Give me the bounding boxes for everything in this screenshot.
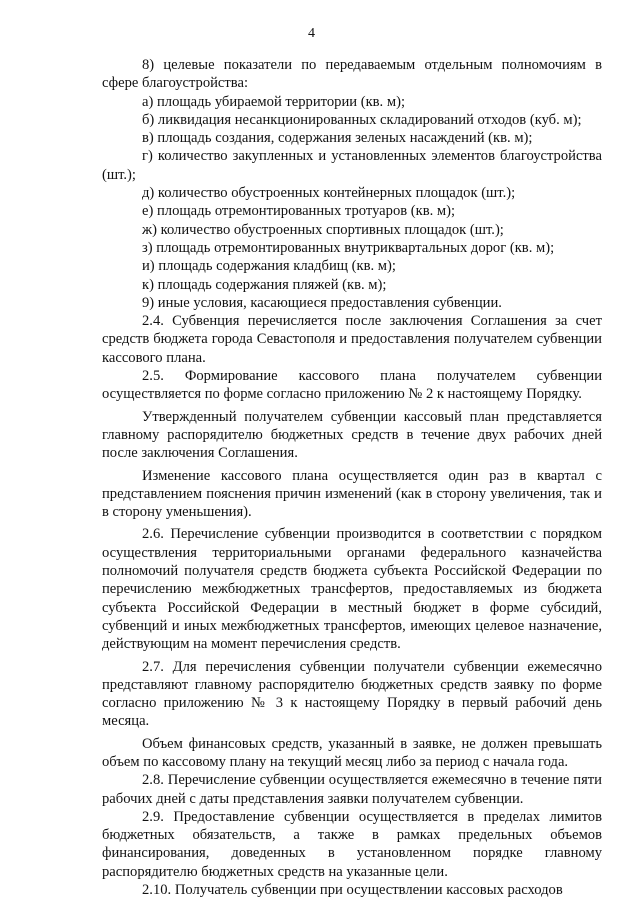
clause-2-8: 2.8. Перечисление субвенции осуществляется ежемесячно в течение пяти рабочих дней с даты представления заявки получателем субвенции. [102,772,602,807]
list-item-d: д) количество обустроенных контейнерных площадок (шт.); [142,185,516,202]
list-item-e: е) площадь отремонтированных тротуаров (кв. м); [142,203,456,220]
clause-2-6: 2.6. Перечисление субвенции производится в соответствии с порядком осуществления территориальными органами федерального казначейства полномочий получателя средств бюджета субъекта Российской Федерации по перечислению межбюджетных трансфертов, предоставляемых из бюджета субъекта Российской Федерации в местный бюджет в форме субсидий, субвенций и иных межбюджетных трансфертов, имеющих целевое назначение, действующим на момент перечисления средств. [102,526,602,653]
clause-2-5-plan-change: Изменение кассового плана осуществляется один раз в квартал с представлением пояснения причин изменений (как в сторону увеличения, так и в сторону уменьшения). [102,467,602,521]
clause-2-7-volume: Объем финансовых средств, указанный в заявке, не должен превышать объем по кассовому плану на текущий месяц либо за период с начала года. [102,735,602,770]
clause-2-10: 2.10. Получатель субвенции при осуществлении кассовых расходов [142,882,563,899]
list-item-z: з) площадь отремонтированных внутриквартальных дорог (кв. м); [142,239,555,256]
list-item-v: в) площадь создания, содержания зеленых насаждений (кв. м); [142,130,533,147]
paragraph-item-8: 8) целевые показатели по передаваемым отдельным полномочиям в сфере благоустройства: [102,57,602,92]
list-item-g: г) количество закупленных и установленных элементов благоустройства (шт.); [102,148,602,183]
list-item-i: и) площадь содержания кладбищ (кв. м); [142,258,396,275]
paragraph-item-9: 9) иные условия, касающиеся предоставления субвенции. [142,294,502,311]
page-number: 4 [308,26,315,41]
clause-2-5-approved-plan: Утвержденный получателем субвенции кассовый план представляется главному распорядителю бюджетных средств в течение двух рабочих дней после заключения Соглашения. [102,408,602,462]
document-body [102,56,602,899]
list-item-k: к) площадь содержания пляжей (кв. м); [142,276,387,293]
list-item-b: б) ликвидация несанкционированных складирований отходов (куб. м); [142,111,582,128]
clause-2-4: 2.4. Субвенция перечисляется после заключения Соглашения за счет средств бюджета города Севастополя и предоставления получателем субвенции кассового плана. [102,313,602,366]
clause-2-5: 2.5. Формирование кассового плана получателем субвенции осуществляется по форме согласно приложению № 2 к настоящему Порядку. [102,368,602,403]
clause-2-9: 2.9. Предоставление субвенции осуществляется в пределах лимитов бюджетных обязательств, а также в рамках предельных объемов финансирования, доведенных в установленном порядке главному распорядителю бюджетных средств на указанные цели. [102,808,602,880]
list-item-a: а) площадь убираемой территории (кв. м); [142,93,405,110]
clause-2-7: 2.7. Для перечисления субвенции получатели субвенции ежемесячно представляют главному распорядителю бюджетных средств заявку по форме согласно приложению № 3 к настоящему Порядку в первый рабочий день месяца. [102,658,602,730]
list-item-zh: ж) количество обустроенных спортивных площадок (шт.); [142,221,504,238]
